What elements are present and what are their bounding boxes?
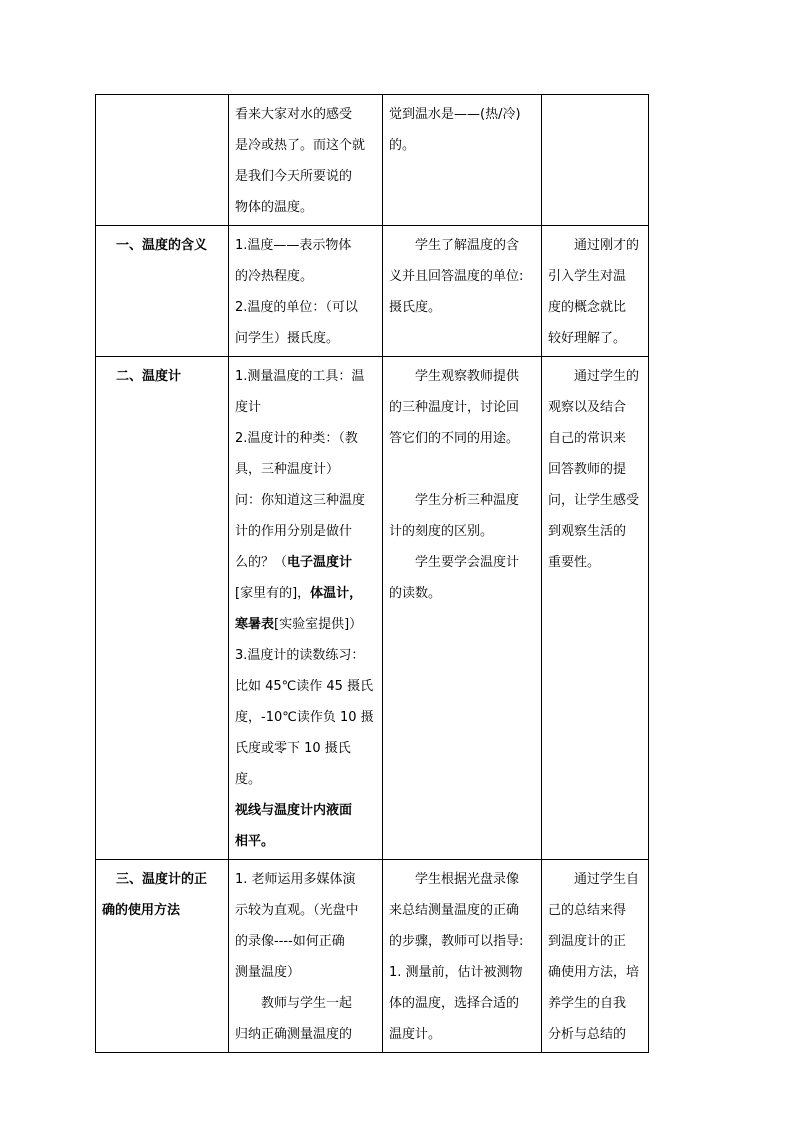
- text-line: 问，让学生感受: [548, 493, 640, 508]
- text-line: 的录像----如何正确: [235, 934, 345, 949]
- text-line: 比如 45℃读作 45 摄氏: [235, 679, 374, 694]
- text-line: 教师与学生一起: [261, 996, 353, 1011]
- spacer: [389, 454, 535, 485]
- table-row-thermometer: [96, 357, 649, 860]
- text-line: 答它们的不同的用途。: [389, 431, 520, 446]
- section-title: 二、温度计: [96, 357, 229, 860]
- content-cell: [229, 95, 383, 226]
- text-line: 学生了解温度的含: [415, 238, 520, 253]
- text-line: 相平。: [235, 834, 275, 849]
- text-line: 2.温度的单位：（可以: [235, 300, 358, 315]
- student-cell: [383, 95, 542, 226]
- purpose-cell: [542, 95, 649, 226]
- purpose-cell: [542, 860, 649, 1053]
- text-line: 分析与总结的: [548, 1027, 627, 1042]
- text-line: 回答教师的提: [548, 462, 627, 477]
- text-line: 通过学生自: [574, 872, 640, 887]
- table-row-correct-usage: [96, 860, 649, 1053]
- text-line: 具，三种温度计）: [235, 462, 340, 477]
- text-line: 1. 测量前，估计被测物: [389, 965, 523, 980]
- text-line: 问学生）摄氏度。: [235, 331, 340, 346]
- content-cell: [229, 357, 383, 860]
- text-line: 物体的温度。: [235, 200, 314, 215]
- text-line: 1. 老师运用多媒体演: [235, 872, 356, 887]
- text-line: 示较为直观。（光盘中: [235, 903, 359, 918]
- text-line: [家里有的]，体温计，: [235, 586, 363, 601]
- lesson-plan-table: [95, 94, 649, 1053]
- text-line: 重要性。: [548, 555, 601, 570]
- purpose-cell: [542, 357, 649, 860]
- table-row-temperature-meaning: [96, 226, 649, 357]
- text-line: 学生根据光盘录像: [415, 872, 520, 887]
- text-line: 学生观察教师提供: [415, 369, 520, 384]
- text-line: 1.温度——表示物体: [235, 238, 352, 253]
- text-line: 的步骤，教师可以指导:: [389, 934, 524, 949]
- text-line: 测量温度）: [235, 965, 301, 980]
- text-line: 2.温度计的种类：（教: [235, 431, 358, 446]
- text-line: 学生要学会温度计: [415, 555, 520, 570]
- text-line: 的冷热程度。: [235, 269, 314, 284]
- text-line: 问：你知道这三种温度: [235, 493, 366, 508]
- text-line: 是我们今天所要说的: [235, 169, 353, 184]
- text-line: 来总结测量温度的正确: [389, 903, 520, 918]
- text-line: 度计: [235, 400, 262, 415]
- content-cell: [229, 860, 383, 1053]
- content-cell: [229, 226, 383, 357]
- text-line: 引入学生对温: [548, 269, 627, 284]
- text-line: 寒暑表[实验室提供]）: [235, 617, 363, 632]
- text-line: 义并且回答温度的单位:: [389, 269, 524, 284]
- text-line: 的。: [389, 138, 416, 153]
- text-line: 度，-10℃读作负 10 摄: [235, 710, 374, 725]
- text-line: 到温度计的正: [548, 934, 627, 949]
- section-cell: [96, 95, 229, 226]
- text-line: 视线与温度计内液面: [235, 803, 353, 818]
- text-line: 确使用方法，培: [548, 965, 640, 980]
- text-line: 么的？（电子温度计: [235, 555, 353, 570]
- text-line: 1.测量温度的工具：温: [235, 369, 365, 384]
- text-line: 看来大家对水的感受: [235, 107, 353, 122]
- student-cell: [383, 357, 542, 860]
- text-line: 觉到温水是——(热/冷): [389, 107, 521, 122]
- text-line: 氏度或零下 10 摄氏度。: [235, 741, 351, 787]
- text-line: 计的刻度的区别。: [389, 524, 494, 539]
- text-line: 摄氏度。: [389, 300, 442, 315]
- text-line: 3.温度计的读数练习：: [235, 648, 365, 663]
- text-line: 归纳正确测量温度的: [235, 1027, 353, 1042]
- text-line: 通过刚才的: [574, 238, 640, 253]
- student-cell: [383, 226, 542, 357]
- text-line: 己的总结来得: [548, 903, 627, 918]
- text-line: 较好理解了。: [548, 331, 627, 346]
- text-line: 通过学生的: [574, 369, 640, 384]
- text-line: 温度计。: [389, 1027, 442, 1042]
- student-cell: [383, 860, 542, 1053]
- text-line: 养学生的自我: [548, 996, 627, 1011]
- text-line: 到观察生活的: [548, 524, 627, 539]
- text-line: 自己的常识来: [548, 431, 627, 446]
- section-title: 三、温度计的正 确的使用方法: [96, 860, 229, 1053]
- purpose-cell: [542, 226, 649, 357]
- text-line: 的三种温度计，讨论回: [389, 400, 520, 415]
- text-line: 体的温度，选择合适的: [389, 996, 520, 1011]
- text-line: 学生分析三种温度: [415, 493, 520, 508]
- text-line: 观察以及结合: [548, 400, 627, 415]
- table-row-intro: [96, 95, 649, 226]
- text-line: 是冷或热了。而这个就: [235, 138, 366, 153]
- section-title: 一、温度的含义: [96, 226, 229, 357]
- text-line: 的读数。: [389, 586, 442, 601]
- text-line: 计的作用分别是做什: [235, 524, 353, 539]
- text-line: 度的概念就比: [548, 300, 627, 315]
